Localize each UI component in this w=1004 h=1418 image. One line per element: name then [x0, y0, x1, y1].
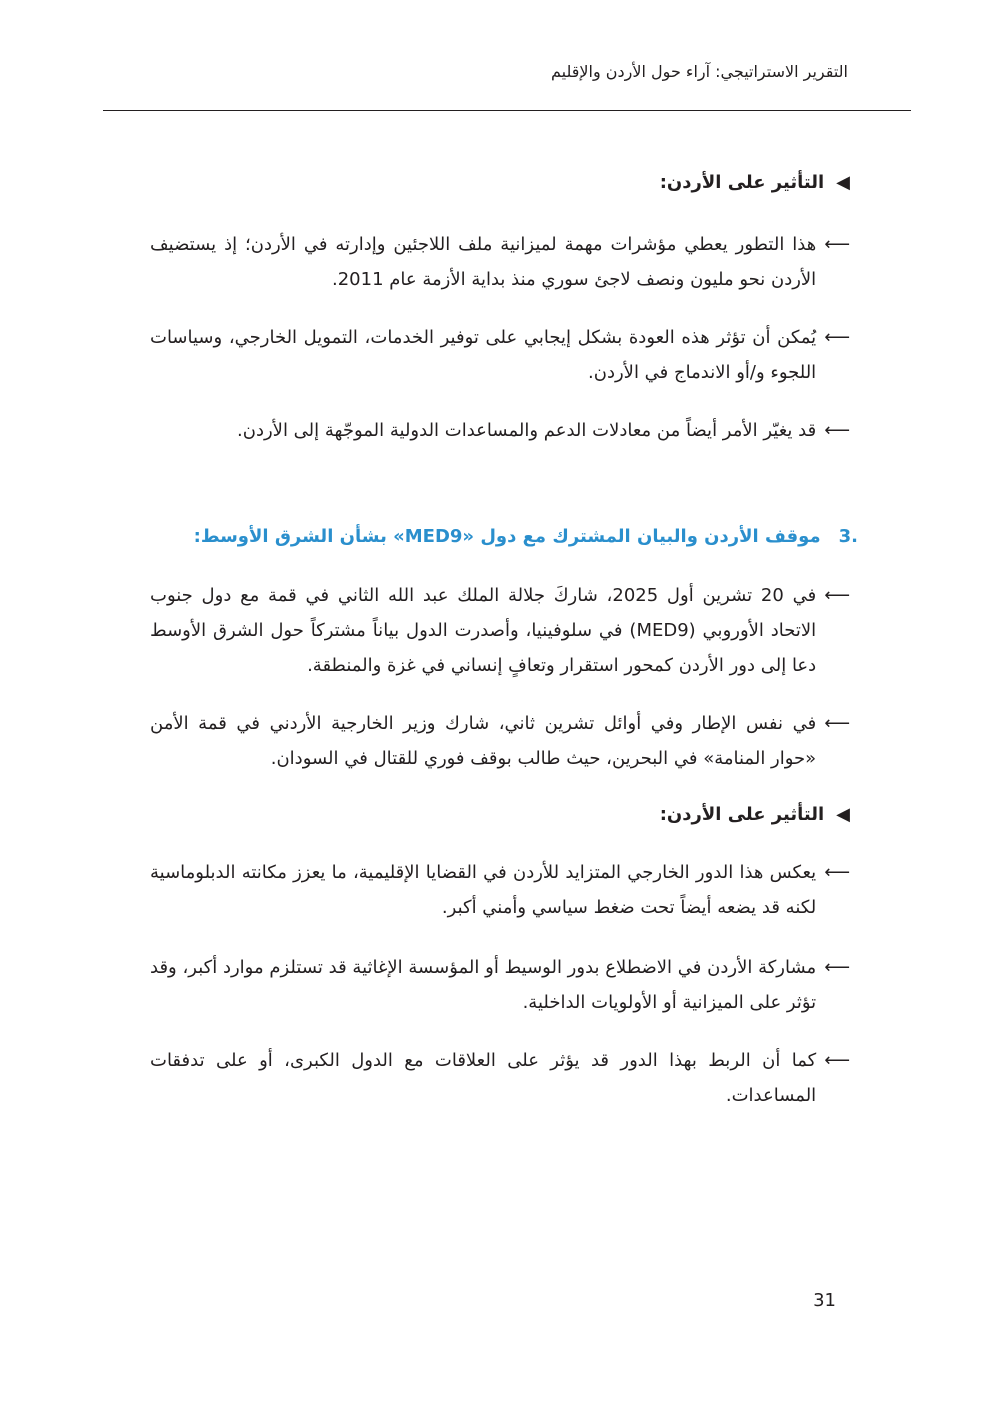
arrow-left-icon: ⟵	[824, 585, 850, 606]
list-item-text: يعكس هذا الدور الخارجي المتزايد للأردن في القضايا الإقليمية، ما يعزز مكانته الدبلوماسية لكنه قد يضعه أيضاً تحت ضغط سياسي وأمني أكبر.	[150, 862, 817, 918]
list-item-text: يُمكن أن تؤثر هذه العودة بشكل إيجابي على توفير الخدمات، التمويل الخارجي، وسياسات اللجوء و/أو الاندماج في الأردن.	[150, 327, 817, 383]
list-item	[150, 855, 850, 925]
list-item	[150, 320, 850, 390]
list-item	[150, 413, 850, 448]
arrow-left-icon: ⟵	[824, 1050, 850, 1071]
list-item-text: كما أن الربط بهذا الدور قد يؤثر على العلاقات مع الدول الكبرى، أو على تدفقات المساعدات.	[150, 1050, 817, 1106]
arrow-left-icon: ⟵	[824, 957, 850, 978]
impact-heading-label: التأثير على الأردن:	[659, 172, 825, 193]
list-item-text: قد يغيّر الأمر أيضاً من معادلات الدعم والمساعدات الدولية الموجّهة إلى الأردن.	[237, 420, 817, 441]
arrow-left-icon: ⟵	[824, 713, 850, 734]
list-item	[150, 950, 850, 1020]
impact-heading	[150, 804, 850, 825]
list-item-text: هذا التطور يعطي مؤشرات مهمة لميزانية ملف اللاجئين وإدارته في الأردن؛ إذ يستضيف الأردن نحو مليون ونصف لاجئ سوري منذ بداية الأزمة عام 2011.	[150, 234, 817, 290]
impact-heading	[150, 172, 850, 193]
impact-heading-label: التأثير على الأردن:	[659, 804, 825, 825]
list-item-text: مشاركة الأردن في الاضطلاع بدور الوسيط أو المؤسسة الإغاثية قد تستلزم موارد أكبر، وقد تؤثر على الميزانية أو الأولويات الداخلية.	[150, 957, 817, 1013]
section-number: .3	[838, 526, 858, 547]
arrow-left-icon: ⟵	[824, 327, 850, 348]
arrow-left-icon: ⟵	[824, 862, 850, 883]
page-number: 31	[813, 1290, 836, 1311]
section-title: موقف الأردن والبيان المشترك مع دول «MED9» بشأن الشرق الأوسط:	[193, 526, 821, 547]
list-item	[150, 706, 850, 776]
triangle-left-icon: ◀	[836, 803, 850, 825]
section-heading	[148, 526, 858, 547]
list-item	[150, 227, 850, 297]
list-item	[150, 1043, 850, 1113]
arrow-left-icon: ⟵	[824, 420, 850, 441]
triangle-left-icon: ◀	[836, 171, 850, 193]
list-item-text: في نفس الإطار وفي أوائل تشرين ثاني، شارك وزير الخارجية الأردني في قمة الأمن «حوار المنامة» في البحرين، حيث طالب بوقف فوري للقتال في السودان.	[150, 713, 817, 769]
running-header: التقرير الاستراتيجي: آراء حول الأردن والإقليم	[550, 62, 848, 81]
list-item	[150, 578, 850, 683]
arrow-left-icon: ⟵	[824, 234, 850, 255]
list-item-text: في 20 تشرين أول 2025، شاركَ جلالة الملك عبد الله الثاني في قمة مع دول جنوب الاتحاد الأوروبي (MED9) في سلوفينيا، وأصدرت الدول بياناً مشتركاً حول الشرق الأوسط دعا إلى دور الأردن كمحور استقرار وتعافٍ إنساني في غزة والمنطقة.	[150, 585, 817, 676]
header-rule	[103, 110, 911, 111]
